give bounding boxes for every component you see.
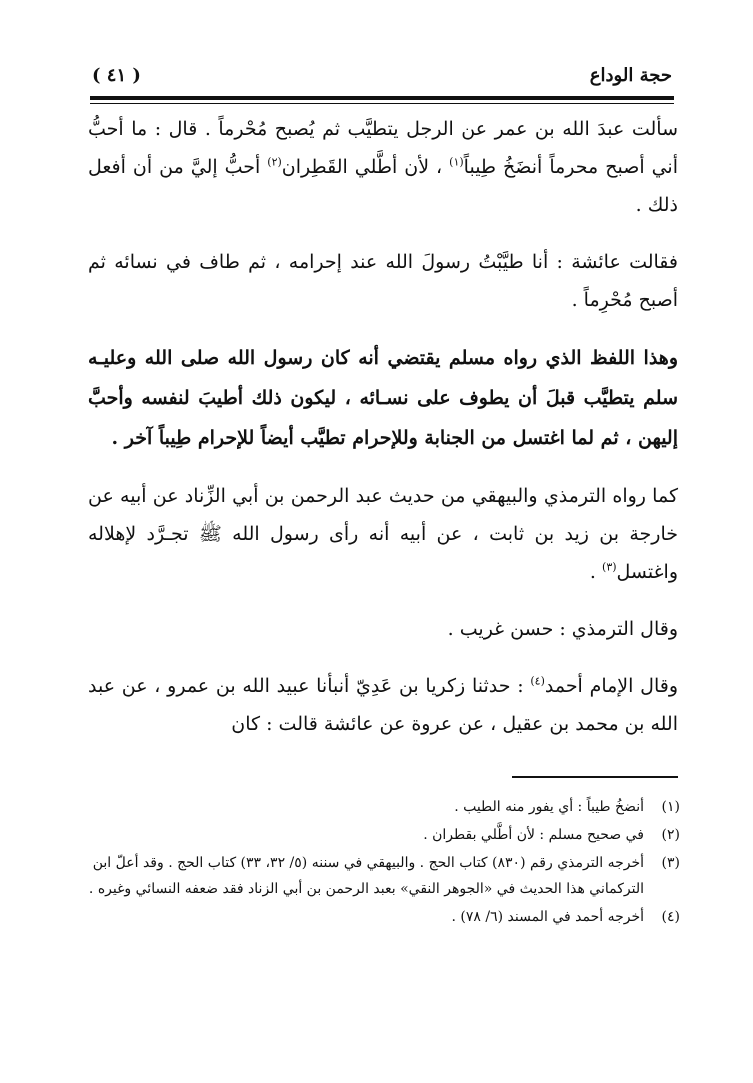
paragraph-1: سألت عبدَ الله بن عمر عن الرجل يتطيَّب ثم يُصبح مُحْرماً . قال : ما أحبُّ أني أصبح محرماً أنضَخُ طِيباً$^{(١)}$ ، لأن أطَّلي القَطِران$^{(٢)}$ أحبُّ إليَّ من أن أفعل ذلك . xyxy=(88,118,678,216)
header-rule-thick xyxy=(90,96,674,100)
running-header xyxy=(92,58,672,92)
paragraph-3-bold: وهذا اللفظ الذي رواه مسلم يقتضي أنه كان رسول الله صلى الله وعليـه سلم يتطيَّب قبلَ أن يطوف على نسـائه ، ليكون ذلك أطيبَ لنفسه وأحبَّ إليهن ، ثم لما اغتسل من الجنابة وللإحرام تطيَّب أيضاً للإحرام طِيباً آخر . xyxy=(88,347,678,449)
paragraph-6: وقال الإمام أحمد$^{(٤)}$ : حدثنا زكريا بن عَدِيّ أنبأنا عبيد الله بن عمرو ، عن عبد الله بن محمد بن عقيل ، عن عروة عن عائشة قالت : كان xyxy=(88,674,678,735)
footnote-number: (٢) xyxy=(661,827,680,843)
footnote-number: (٣) xyxy=(661,855,680,871)
paragraph-4: كما رواه الترمذي والبيهقي من حديث عبد الرحمن بن أبي الزِّناد عن أبيه عن خارجة بن زيد بن ثابت ، عن أبيه أنه رأى رسول الله ﷺ تجـرَّد لإهلاله واغتسل$^{(٣)}$ . xyxy=(88,485,678,583)
footnote-text: أنضخُ طيباً : أي يفور منه الطيب . xyxy=(454,799,644,815)
footnote-ref-3[interactable]: (٣) xyxy=(602,560,617,574)
footnote-text: أخرجه الترمذي رقم (٨٣٠) كتاب الحج . والبيهقي في سننه (٥/ ٣٢، ٣٣) كتاب الحج . وقد أعلّ ابن التركماني هذا الحديث في «الجوهر النقي» بعبد الرحمن بن أبي الزناد فقد ضعفه النسائي وغيره . xyxy=(88,855,644,897)
footnote-number: (٤) xyxy=(661,909,680,925)
chapter-title: حجة الوداع xyxy=(589,64,672,86)
footnote-1 xyxy=(88,794,680,820)
footnote-ref-2[interactable]: (٢) xyxy=(267,155,282,169)
footnote-text: أخرجه أحمد في المسند (٦/ ٧٨) . xyxy=(451,909,644,925)
footnote-ref-4[interactable]: (٤) xyxy=(530,674,545,688)
footnotes xyxy=(88,794,680,932)
paragraph-2: فقالت عائشة : أنا طيَّبْتُ رسولَ الله عند إحرامه ، ثم طاف في نسائه ثم أصبح مُحْرِماً . xyxy=(88,251,678,311)
footnote-ref-1[interactable]: (١) xyxy=(449,155,464,169)
footnote-3 xyxy=(88,850,680,902)
main-text xyxy=(88,110,678,762)
paragraph-5: وقال الترمذي : حسن غريب . xyxy=(447,618,678,640)
footnote-number: (١) xyxy=(661,799,680,815)
page-number: ( ٤١ ) xyxy=(92,64,141,86)
footnote-text: في صحيح مسلم : لأن أطَّلي بقطران . xyxy=(423,827,644,843)
footnote-4 xyxy=(88,904,680,930)
header-rule-thin xyxy=(90,103,674,104)
footnote-2 xyxy=(88,822,680,848)
footnote-separator xyxy=(512,776,678,778)
